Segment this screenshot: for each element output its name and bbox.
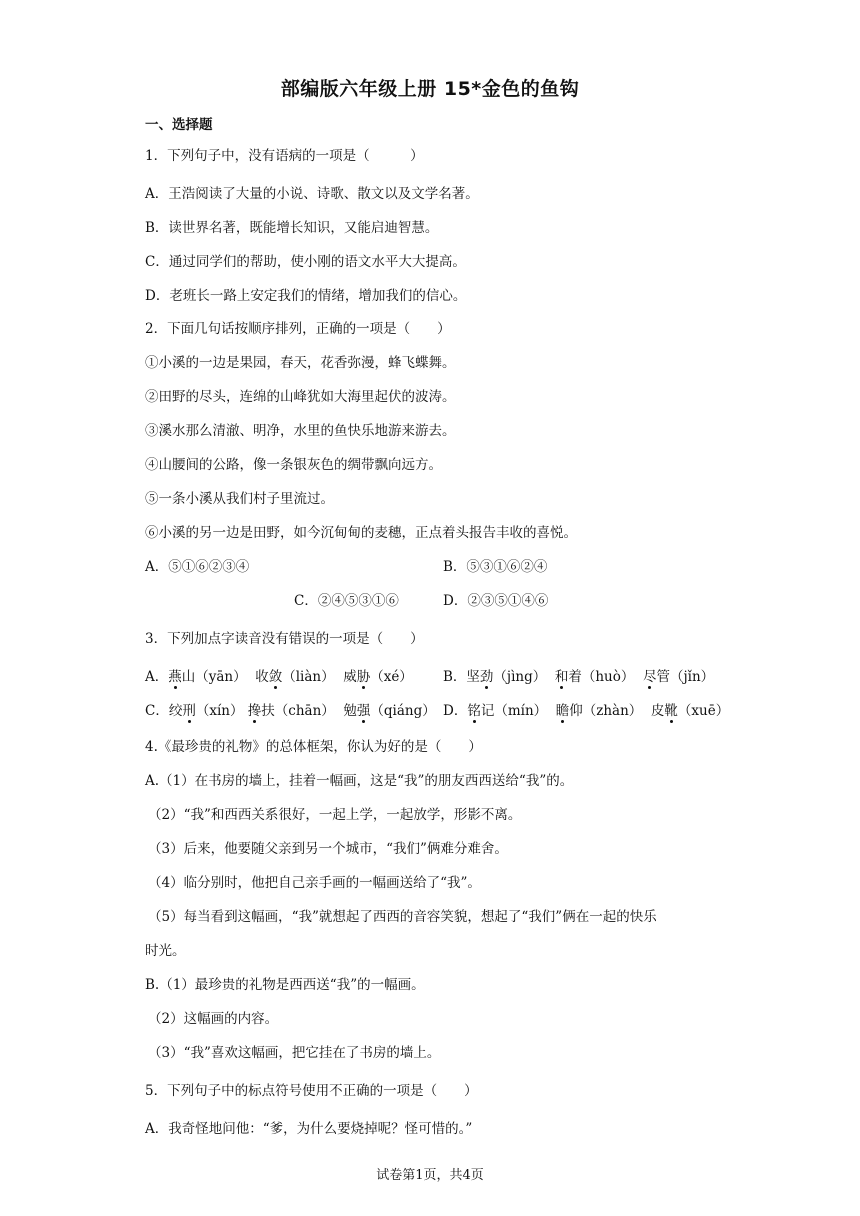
section-heading: 一、选择题: [145, 117, 213, 133]
question-2-option-c: C．②④⑤③①⑥: [294, 593, 399, 609]
question-2-sentence-3: ③溪水那么清澈、明净，水里的鱼快乐地游来游去。: [145, 423, 456, 439]
question-4-stem: 4.《最珍贵的礼物》的总体框架，你认为好的是（ ）: [145, 739, 482, 755]
dotted-char: 强: [356, 703, 371, 719]
word-rest: 记（mín）: [480, 703, 548, 719]
word-rest: 仰（zhàn）: [569, 703, 643, 719]
question-4-option-a-5-cont: 时光。: [145, 943, 186, 959]
question-2-stem: 2．下面几句话按顺序排列，正确的一项是（ ）: [145, 321, 451, 337]
question-4-option-a-5: （5）每当看到这幅画，“我”就想起了西西的音容笑貌，想起了“我们”俩在一起的快乐: [148, 909, 657, 925]
question-2-sentence-6: ⑥小溪的另一边是田野，如今沉甸甸的麦穗，正点着头报告丰收的喜悦。: [145, 525, 577, 541]
dotted-char: 铭: [467, 703, 481, 719]
word-lead: 皮: [650, 703, 665, 719]
word-rest: （xuē）: [677, 703, 730, 719]
word-rest: （qiáng）: [370, 703, 436, 719]
dotted-char: 尽: [642, 669, 657, 685]
question-4-option-b-1: B.（1）最珍贵的礼物是西西送“我”的一幅画。: [145, 977, 425, 993]
question-3-option-a: [145, 668, 413, 686]
question-4-option-a-4: （4）临分别时，他把自己亲手画的一幅画送给了“我”。: [148, 875, 481, 891]
dotted-char: 搀: [247, 703, 262, 719]
question-4-option-b-3: （3）“我”喜欢这幅画，把它挂在了书房的墙上。: [148, 1045, 441, 1061]
dotted-char: 刑: [182, 703, 196, 719]
word-lead: 勉: [343, 703, 357, 719]
question-3-option-d: [443, 702, 729, 720]
dotted-char: 劲: [479, 669, 494, 685]
dotted-char: 靴: [664, 703, 678, 719]
question-2-sentence-5: ⑤一条小溪从我们村子里流过。: [145, 491, 334, 507]
question-2-sentence-2: ②田野的尽头，连绵的山峰犹如大海里起伏的波涛。: [145, 389, 456, 405]
question-4-option-a-2: （2）“我”和西西关系很好，一起上学，一起放学，形影不离。: [148, 807, 522, 823]
question-1-stem: 1．下列句子中，没有语病的一项是（ ）: [145, 148, 424, 164]
option-label: C．绞: [145, 703, 183, 719]
question-5-option-a: A．我奇怪地问他：“爹，为什么要烧掉呢？怪可惜的。”: [145, 1121, 473, 1137]
question-4-option-b-2: （2）这幅画的内容。: [148, 1011, 279, 1027]
dotted-char: 瞻: [555, 703, 570, 719]
question-2-option-d: D．②③⑤①④⑥: [443, 593, 549, 609]
word-rest: 扶（chān）: [261, 703, 335, 719]
question-1-option-c: C．通过同学们的帮助，使小刚的语文水平大大提高。: [145, 254, 466, 270]
option-label: A．: [145, 669, 169, 685]
dotted-char: 胁: [356, 669, 371, 685]
option-label: B．坚: [443, 669, 480, 685]
word-rest: 着（huò）: [568, 669, 635, 685]
question-3-option-c: [145, 702, 436, 720]
question-3-stem: 3．下列加点字读音没有错误的一项是（ ）: [145, 631, 424, 647]
word-lead: 威: [343, 669, 357, 685]
option-label: D．: [443, 703, 468, 719]
question-1-option-b: B．读世界名著，既能增长知识，又能启迪智慧。: [145, 220, 439, 236]
question-4-option-a-3: （3）后来，他要随父亲到另一个城市，“我们”俩难分难舍。: [148, 841, 508, 857]
word-rest: （liàn）: [282, 669, 335, 685]
word-rest: 管（jǐn）: [656, 669, 715, 685]
question-2-sentence-4: ④山腰间的公路，像一条银灰色的绸带飘向远方。: [145, 457, 442, 473]
page-title: 部编版六年级上册 15*金色的鱼钩: [280, 78, 580, 100]
question-2-option-b: B．⑤③①⑥②④: [443, 559, 548, 575]
dotted-char: 敛: [268, 669, 283, 685]
word-rest: （xín）: [195, 703, 244, 719]
question-5-stem: 5．下列句子中的标点符号使用不正确的一项是（ ）: [145, 1083, 478, 1099]
question-1-option-d: D．老班长一路上安定我们的情绪，增加我们的信心。: [145, 288, 467, 304]
question-1-option-a: A．王浩阅读了大量的小说、诗歌、散文以及文学名著。: [145, 186, 479, 202]
dotted-char: 燕: [168, 669, 182, 685]
question-2-sentence-1: ①小溪的一边是果园，春天，花香弥漫，蜂飞蝶舞。: [145, 355, 456, 371]
word-lead: 收: [255, 669, 269, 685]
word-rest: （jìng）: [493, 669, 547, 685]
question-2-option-a: A．⑤①⑥②③④: [145, 559, 250, 575]
word-rest: 山（yān）: [181, 669, 247, 685]
word-rest: （xé）: [370, 669, 413, 685]
dotted-char: 和: [554, 669, 569, 685]
page-footer: 试卷第1页，共4页: [376, 1168, 484, 1183]
question-4-option-a-1: A.（1）在书房的墙上，挂着一幅画，这是“我”的朋友西西送给“我”的。: [145, 773, 574, 789]
question-3-option-b: [443, 668, 714, 686]
